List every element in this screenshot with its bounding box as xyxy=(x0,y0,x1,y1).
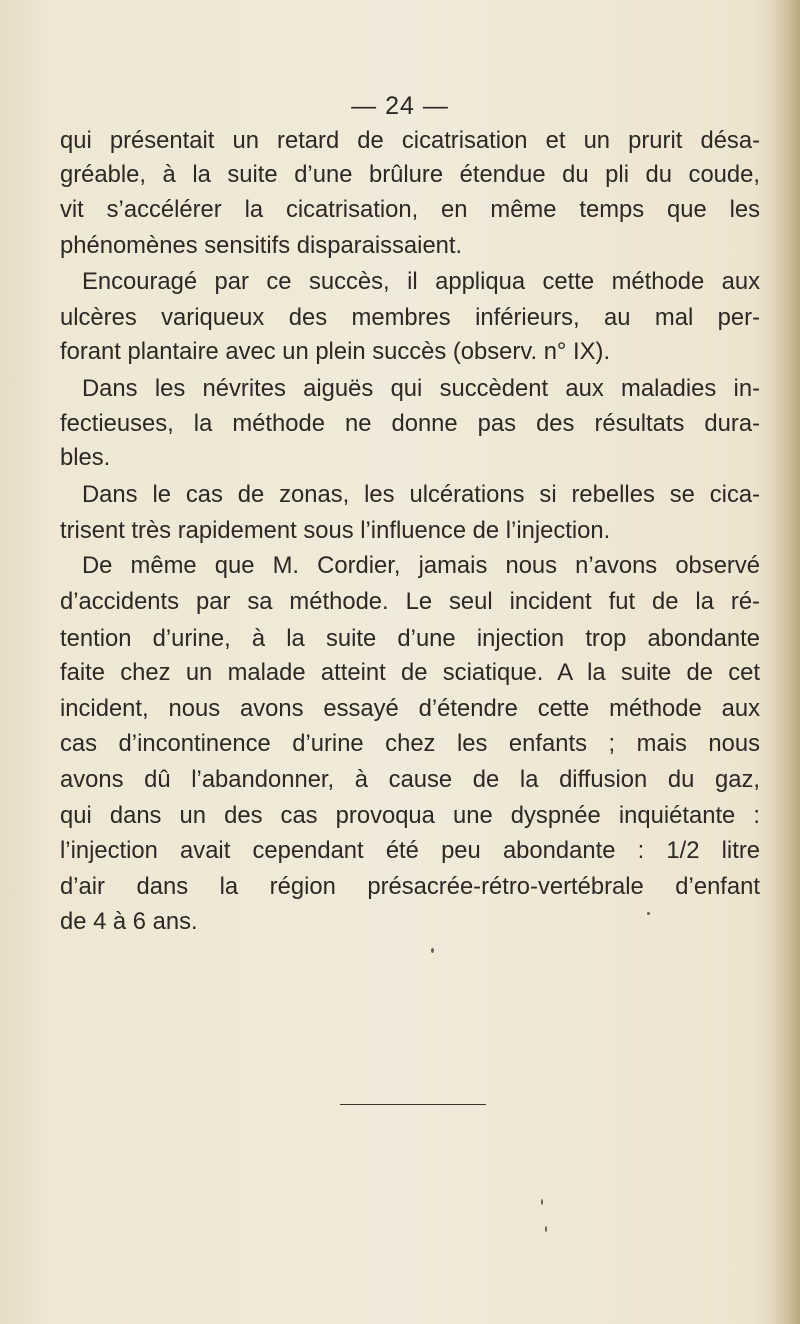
text-line: fectieuses, la méthode ne donne pas des résultats dura- xyxy=(60,410,760,437)
text-line: l’injection avait cependant été peu abondante : 1/2 litre xyxy=(60,837,760,864)
text-line: vit s’accélérer la cicatrisation, en même temps que les xyxy=(60,196,760,223)
footnote-rule xyxy=(340,1104,486,1105)
text-line: d’air dans la région présacrée-rétro-vertébrale d’enfant xyxy=(60,873,760,900)
paper-speck xyxy=(431,948,434,953)
text-line: faite chez un malade atteint de sciatique. A la suite de cet xyxy=(60,659,760,686)
paper-speck xyxy=(541,1199,543,1205)
text-line: gréable, à la suite d’une brûlure étendue du pli du coude, xyxy=(60,161,760,188)
text-line: bles. xyxy=(60,444,111,471)
paper-speck xyxy=(545,1226,547,1232)
text-line: cas d’incontinence d’urine chez les enfants ; mais nous xyxy=(60,730,760,757)
text-line: d’accidents par sa méthode. Le seul incident fut de la ré- xyxy=(60,588,760,615)
text-line: phénomènes sensitifs disparaissaient. xyxy=(60,232,463,259)
text-line: De même que M. Cordier, jamais nous n’avons observé xyxy=(82,552,760,579)
text-line: forant plantaire avec un plein succès (observ. n° IX). xyxy=(60,338,611,365)
text-line: Dans le cas de zonas, les ulcérations si rebelles se cica- xyxy=(82,481,760,508)
text-line: Encouragé par ce succès, il appliqua cette méthode aux xyxy=(82,268,760,295)
text-line: incident, nous avons essayé d’étendre cette méthode aux xyxy=(60,695,760,722)
paper-speck xyxy=(647,912,650,915)
text-line: qui présentait un retard de cicatrisation et un prurit désa- xyxy=(60,127,760,154)
text-line: tention d’urine, à la suite d’une injection trop abondante xyxy=(60,625,760,652)
page-edge-shadow xyxy=(772,0,800,1324)
text-line: qui dans un des cas provoqua une dyspnée inquiétante : xyxy=(60,802,760,829)
page-number: — 24 — xyxy=(351,92,449,120)
text-line: de 4 à 6 ans. xyxy=(60,908,198,935)
text-line: avons dû l’abandonner, à cause de la diffusion du gaz, xyxy=(60,766,760,793)
text-line: ulcères variqueux des membres inférieurs, au mal per- xyxy=(60,304,760,331)
text-line: Dans les névrites aiguës qui succèdent aux maladies in- xyxy=(82,375,760,402)
text-line: trisent très rapidement sous l’influence de l’injection. xyxy=(60,517,611,544)
